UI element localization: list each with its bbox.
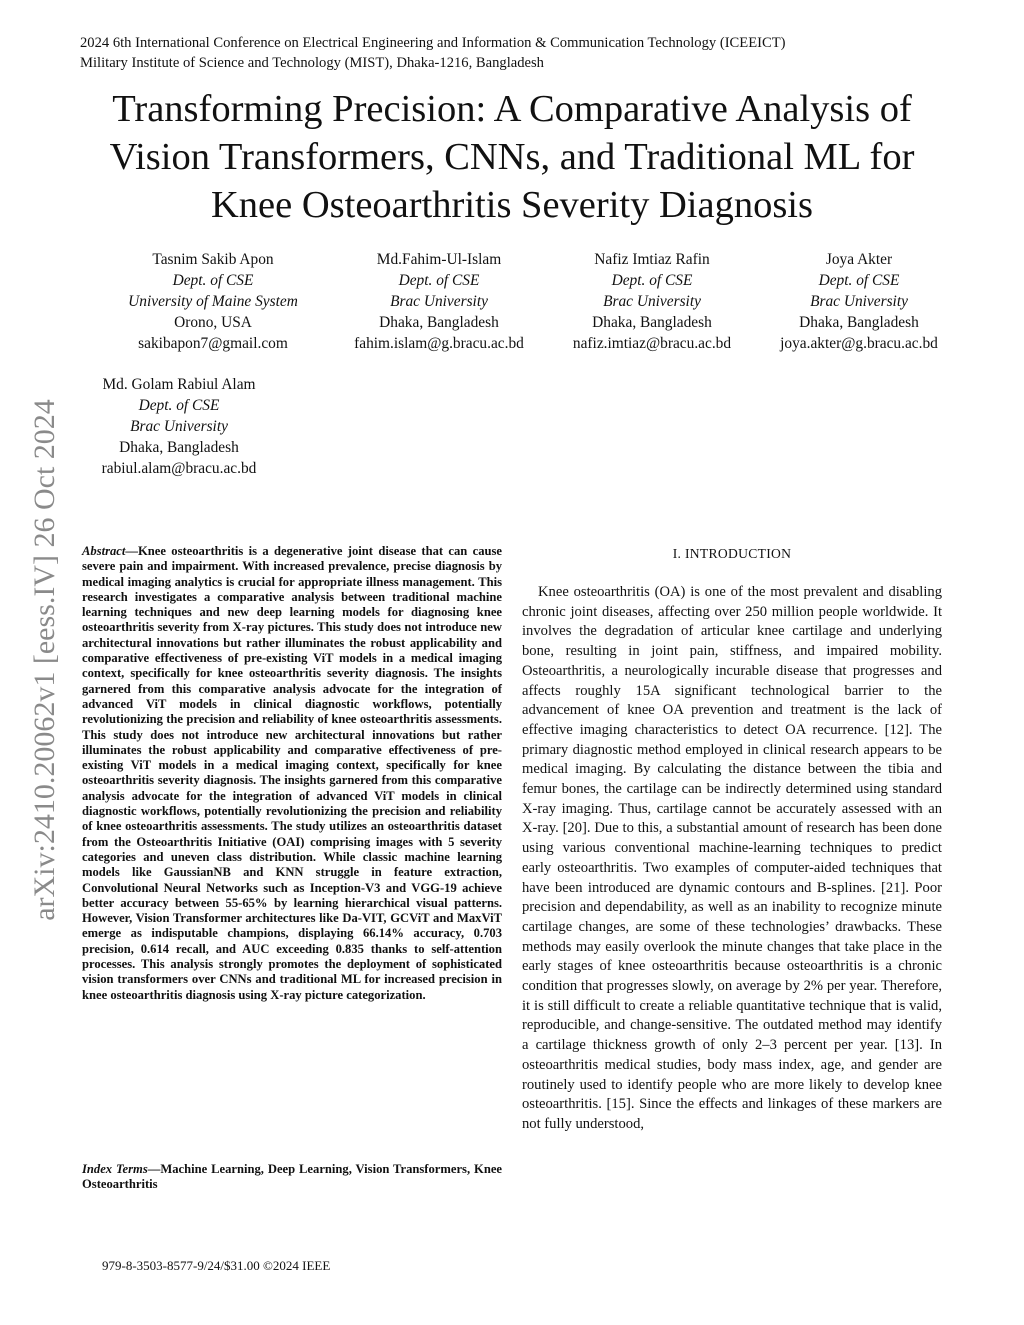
author-block bbox=[739, 249, 979, 354]
author-affiliation: Brac University bbox=[390, 293, 488, 310]
index-terms-label: Index Terms bbox=[82, 1162, 148, 1176]
author-dept: Dept. of CSE bbox=[611, 272, 693, 289]
author-location: Dhaka, Bangladesh bbox=[799, 314, 919, 331]
author-name: Md. Golam Rabiul Alam bbox=[102, 376, 256, 393]
author-email: fahim.islam@g.bracu.ac.bd bbox=[354, 335, 524, 352]
author-dept: Dept. of CSE bbox=[138, 397, 220, 414]
author-dept: Dept. of CSE bbox=[398, 272, 480, 289]
abstract-text: —Knee osteoarthritis is a degenerative joint disease that can cause severe pain and impairment. With increased prevalence, precise diagnosis by medical imaging analytics is crucial for appropriate illness management. This research investigates a comparative analysis between traditional machine learning techniques and new deep learning models for diagnosing knee osteoarthritis severity from X-ray pictures. This study does not introduce new architectural innovations but rather illuminates the robust applicability and comparative effectiveness of pre-existing ViT models in a medical imaging context, specifically for knee osteoarthritis severity diagnosis. The insights garnered from this comparative analysis advocate for the integration of advanced ViT models in clinical diagnostic workflows, potentially revolutionizing the precision and reliability of knee osteoarthritis assessments. This study does not introduce new architectural innovations but rather illuminates the robust applicability and comparative effectiveness of pre-existing ViT models in a medical imaging context, specifically for knee osteoarthritis severity diagnosis. The insights garnered from this comparative analysis advocate for the integration of advanced ViT models in clinical diagnostic workflows, potentially revolutionizing the precision and reliability of knee osteoarthritis assessments. The study utilizes an osteoarthritis dataset from the Osteoarthritis Initiative (OAI) comprising images with 5 severity categories and uneven class distribution. While classic machine learning models like GaussianNB and KNN struggle in feature extraction, Convolutional Neural Networks such as Inception-V3 and VGG-19 achieve better accuracy between 55-65% by learning hierarchical visual patterns. However, Vision Transformer architectures like Da-VIT, GCViT and MaxViT emerge as indisputable champions, displaying 66.14% accuracy, 0.703 precision, 0.614 recall, and AUC exceeding 0.835 thanks to self-attention processes. This analysis strongly promotes the deployment of sophisticated vision transformers over CNNs and traditional ML for increased precision in knee osteoarthritis diagnosis using X-ray picture categorization. bbox=[82, 544, 502, 1002]
author-dept: Dept. of CSE bbox=[818, 272, 900, 289]
author-affiliation: Brac University bbox=[603, 293, 701, 310]
author-name: Md.Fahim-Ul-Islam bbox=[376, 251, 502, 268]
copyright-footer: 979-8-3503-8577-9/24/$31.00 ©2024 IEEE bbox=[102, 1258, 331, 1273]
author-block bbox=[93, 249, 333, 354]
paper-title-line-1: Transforming Precision: A Comparative Analysis of bbox=[112, 88, 912, 130]
author-email: nafiz.imtiaz@bracu.ac.bd bbox=[572, 335, 732, 352]
author-email: joya.akter@g.bracu.ac.bd bbox=[780, 335, 938, 352]
arxiv-stamp: arXiv:2410.20062v1 [eess.IV] 26 Oct 2024 bbox=[28, 399, 61, 921]
author-location: Dhaka, Bangladesh bbox=[119, 439, 239, 456]
author-location: Orono, USA bbox=[174, 314, 252, 331]
author-email: sakibapon7@gmail.com bbox=[138, 335, 288, 352]
author-block bbox=[319, 249, 559, 354]
conference-line-1: 2024 6th International Conference on Electrical Engineering and Information & Communication Technology (ICEEICT) bbox=[80, 35, 786, 51]
author-location: Dhaka, Bangladesh bbox=[379, 314, 499, 331]
conference-line-2: Military Institute of Science and Technology (MIST), Dhaka-1216, Bangladesh bbox=[80, 55, 544, 71]
author-affiliation: Brac University bbox=[130, 418, 228, 435]
introduction-paragraph: Knee osteoarthritis (OA) is one of the most prevalent and disabling chronic joint diseases, affecting over 250 million people worldwide. It involves the degradation of articular knee cartilage and underlying bone, resulting in joint pain, stiffness, and impaired mobility. Osteoarthritis, a neurologically incurable disease that progresses and affects roughly 15A significant technological barrier to the advancement of knee OA prevention and treatment is the lack of effective imaging characteristics to detect OA recurrence. [12]. The primary diagnostic method employed in clinical research appears to be medical imaging. By calculating the distance between the tibia and femur bones, the cartilage can be indirectly determined using standard X-ray imaging. Thus, cartilage cannot be accurately assessed with an X-ray. [20]. Due to this, a substantial amount of research has been done using various conventional machine-learning techniques to predict early osteoarthritis. Two examples of computer-aided techniques that have been introduced are dynamic contours and B-splines. [21]. Poor precision and dependability, as well as an inability to recognize minute cartilage changes, are some of these technologies’ drawbacks. These methods may easily overlook the minute changes that take place in the early stages of knee osteoarthritis because osteoarthritis is a chronic condition that progresses slowly, on average by 2% per year. Therefore, it is still difficult to create a reliable quantitative technique that is valid, reproducible, and change-sensitive. The outdated method may identify a cartilage thickness growth of only 2–3 percent per year. [13]. In osteoarthritis medical studies, body mass index, age, and gender are routinely used to identify people who are more likely to develop knee osteoarthritis. [15]. Since the effects and linkages of these markers are not fully understood, bbox=[522, 584, 942, 1132]
author-block bbox=[532, 249, 772, 354]
author-email: rabiul.alam@bracu.ac.bd bbox=[101, 460, 257, 477]
introduction-body bbox=[522, 583, 942, 1135]
author-dept: Dept. of CSE bbox=[172, 272, 254, 289]
section-heading: I. INTRODUCTION bbox=[672, 546, 792, 561]
abstract-label: Abstract bbox=[82, 544, 126, 558]
author-name: Nafiz Imtiaz Rafin bbox=[594, 251, 710, 268]
index-terms-text: —Machine Learning, Deep Learning, Vision Transformers, Knee Osteoarthritis bbox=[82, 1162, 502, 1192]
abstract bbox=[82, 544, 502, 1003]
index-terms bbox=[82, 1162, 502, 1193]
author-location: Dhaka, Bangladesh bbox=[592, 314, 712, 331]
author-affiliation: University of Maine System bbox=[128, 293, 298, 310]
author-affiliation: Brac University bbox=[810, 293, 908, 310]
paper-title-line-2: Vision Transformers, CNNs, and Traditional ML for bbox=[109, 136, 915, 178]
author-block bbox=[59, 374, 299, 479]
author-name: Tasnim Sakib Apon bbox=[152, 251, 274, 268]
author-name: Joya Akter bbox=[825, 251, 893, 268]
paper-title-line-3: Knee Osteoarthritis Severity Diagnosis bbox=[211, 184, 813, 226]
